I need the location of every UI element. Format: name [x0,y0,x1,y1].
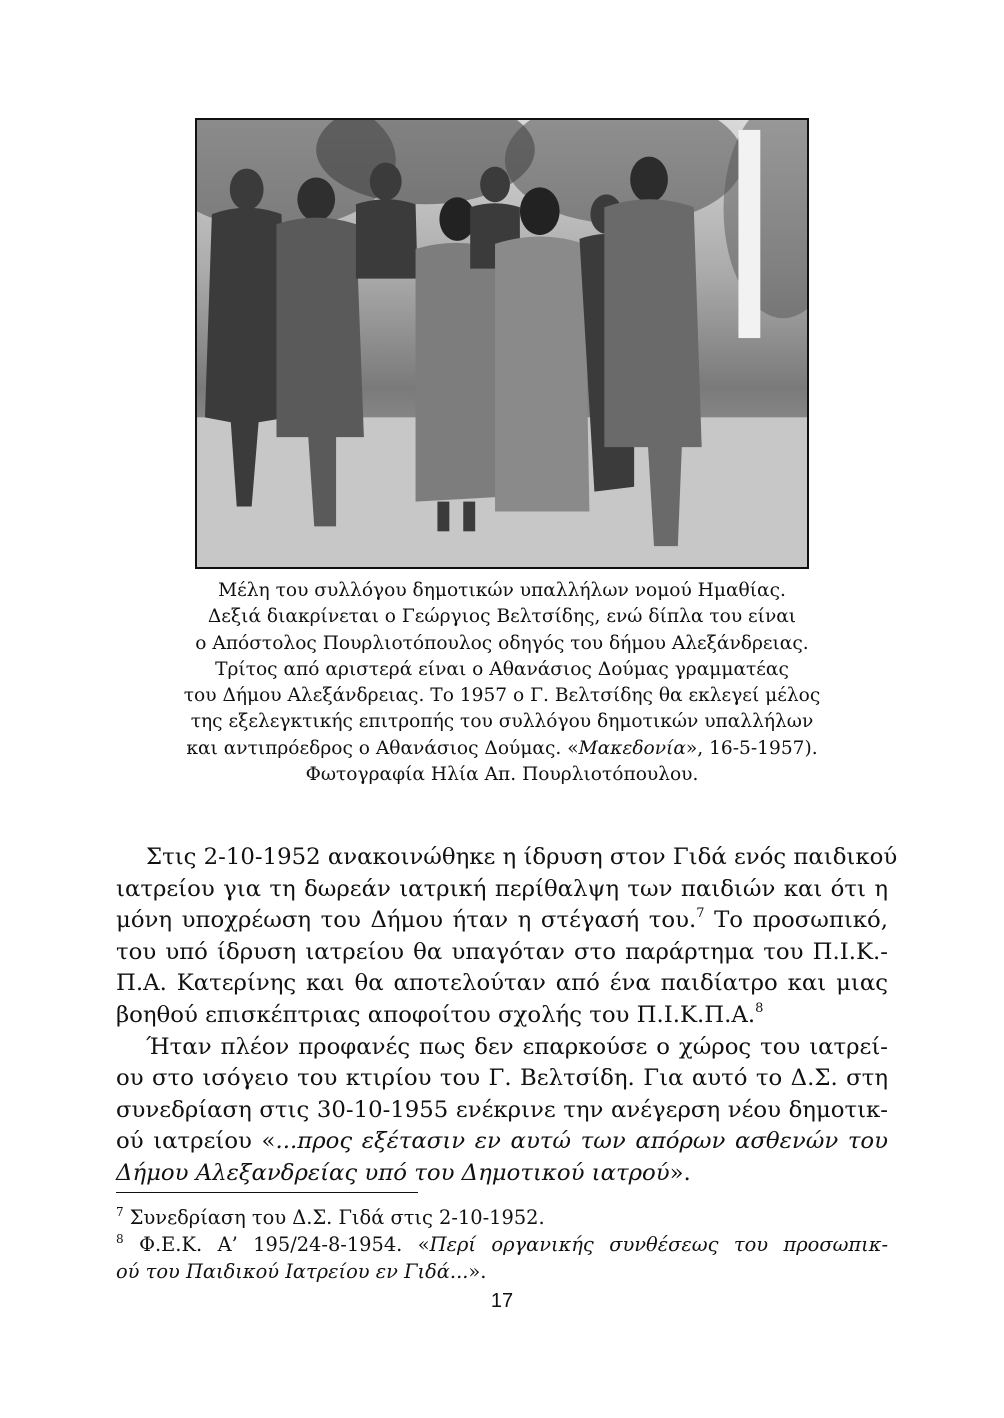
photo-caption [120,578,884,788]
paragraph-line [116,1000,888,1032]
caption-line: Δεξιά διακρίνεται ο Γεώργιος Βελτσίδης, ενώ δίπλα του είναι [207,606,797,628]
paragraph-text: βοηθού επισκέπτριας αποφοίτου σχολής του Π.Ι.Κ.Π.Α. [116,1001,756,1028]
paragraph-line: συνεδρίαση στις 30-10-1955 ενέκρινε την ανέγερση νέου δημοτικ- [116,1096,888,1123]
caption-text: », 16-5-1957). [685,737,818,759]
paragraph-line: ιατρείου για τη δωρεάν ιατρική περίθαλψη των παιδιών και ότι η [116,875,888,902]
footnote-text: Φ.Ε.Κ. Α’ 195/24-8-1954. « [123,1233,430,1256]
footnote-reference: 8 [755,1000,764,1016]
footnote-7 [116,1204,888,1231]
caption-credit: Φωτογραφία Ηλία Απ. Πουρλιοτόπουλου. [305,764,699,786]
footnote-quotation: ού του Παιδικού Ιατρείου εν Γιδά... [116,1260,469,1283]
caption-newspaper-title: Μακεδονία [578,737,686,759]
footnote-divider [116,1192,418,1193]
paragraph-text: ». [669,1159,691,1186]
paragraph-line: Π.Α. Κατερίνης και θα αποτελούταν από ένα παιδίατρο και μιας [116,970,888,997]
footnote-text: ». [468,1260,487,1283]
paragraph-line [116,1126,888,1158]
footnote-text: Συνεδρίαση του Δ.Σ. Γιδά στις 2-10-1952. [123,1206,545,1229]
caption-line: του Δήμου Αλεξάνδρειας. Το 1957 ο Γ. Βελτσίδης θα εκλεγεί μέλος [183,685,821,707]
quotation-text: Δήμου Αλεξανδρείας υπό του Δημοτικού ιατρού [116,1159,670,1186]
footnote-mark: 8 [116,1232,124,1246]
footnotes [116,1204,888,1285]
paragraph-line: του υπό ίδρυση ιατρείου θα υπαγόταν στο παράρτημα του Π.Ι.Κ.- [116,938,888,965]
caption-line: ο Απόστολος Πουρλιοτόπουλος οδηγός του δήμου Αλεξάνδρειας. [195,632,809,654]
footnote-reference: 7 [696,906,705,922]
footnote-mark: 7 [116,1205,124,1219]
paragraph-line: Ήταν πλέον προφανές πως δεν επαρκούσε ο χώρος του ιατρεί- [146,1033,888,1060]
page-number: 17 [490,1290,514,1312]
photo-illustration [197,120,807,567]
footnote-8 [116,1231,888,1258]
paragraph-text: Το προσωπικό, [704,907,888,934]
quotation-text: ...προς εξέτασιν εν αυτώ των απόρων ασθενών του [275,1128,889,1155]
caption-line: Τρίτος από αριστερά είναι ο Αθανάσιος Δούμας γραμματέας [215,658,789,680]
paragraph-line: Στις 2-10-1952 ανακοινώθηκε η ίδρυση στον Γιδά ενός παιδικού [146,844,898,870]
caption-line: Μέλη του συλλόγου δημοτικών υπαλλήλων νομού Ημαθίας. [218,580,786,601]
caption-line: της εξελεγκτικής επιτροπής του συλλόγου δημοτικών υπαλλήλων [190,711,814,733]
footnote-8-continued [116,1258,888,1285]
footnote-quotation: Περί οργανικής συνθέσεως του προσωπικ- [429,1233,888,1256]
paragraph-text: ού ιατρείου « [116,1128,276,1155]
paragraph-text: μόνη υποχρέωση του Δήμου ήταν η στέγασή του. [116,907,697,934]
paragraph-line [116,1158,888,1190]
paragraph-line: ου στο ισόγειο του κτιρίου του Γ. Βελτσίδη. Για αυτό το Δ.Σ. στη [116,1065,888,1092]
caption-text: και αντιπρόεδρος ο Αθανάσιος Δούμας. « [186,737,579,759]
caption-line [120,736,884,762]
paragraph-line [116,905,888,937]
body-text [116,842,898,1190]
group-photograph [195,118,809,569]
